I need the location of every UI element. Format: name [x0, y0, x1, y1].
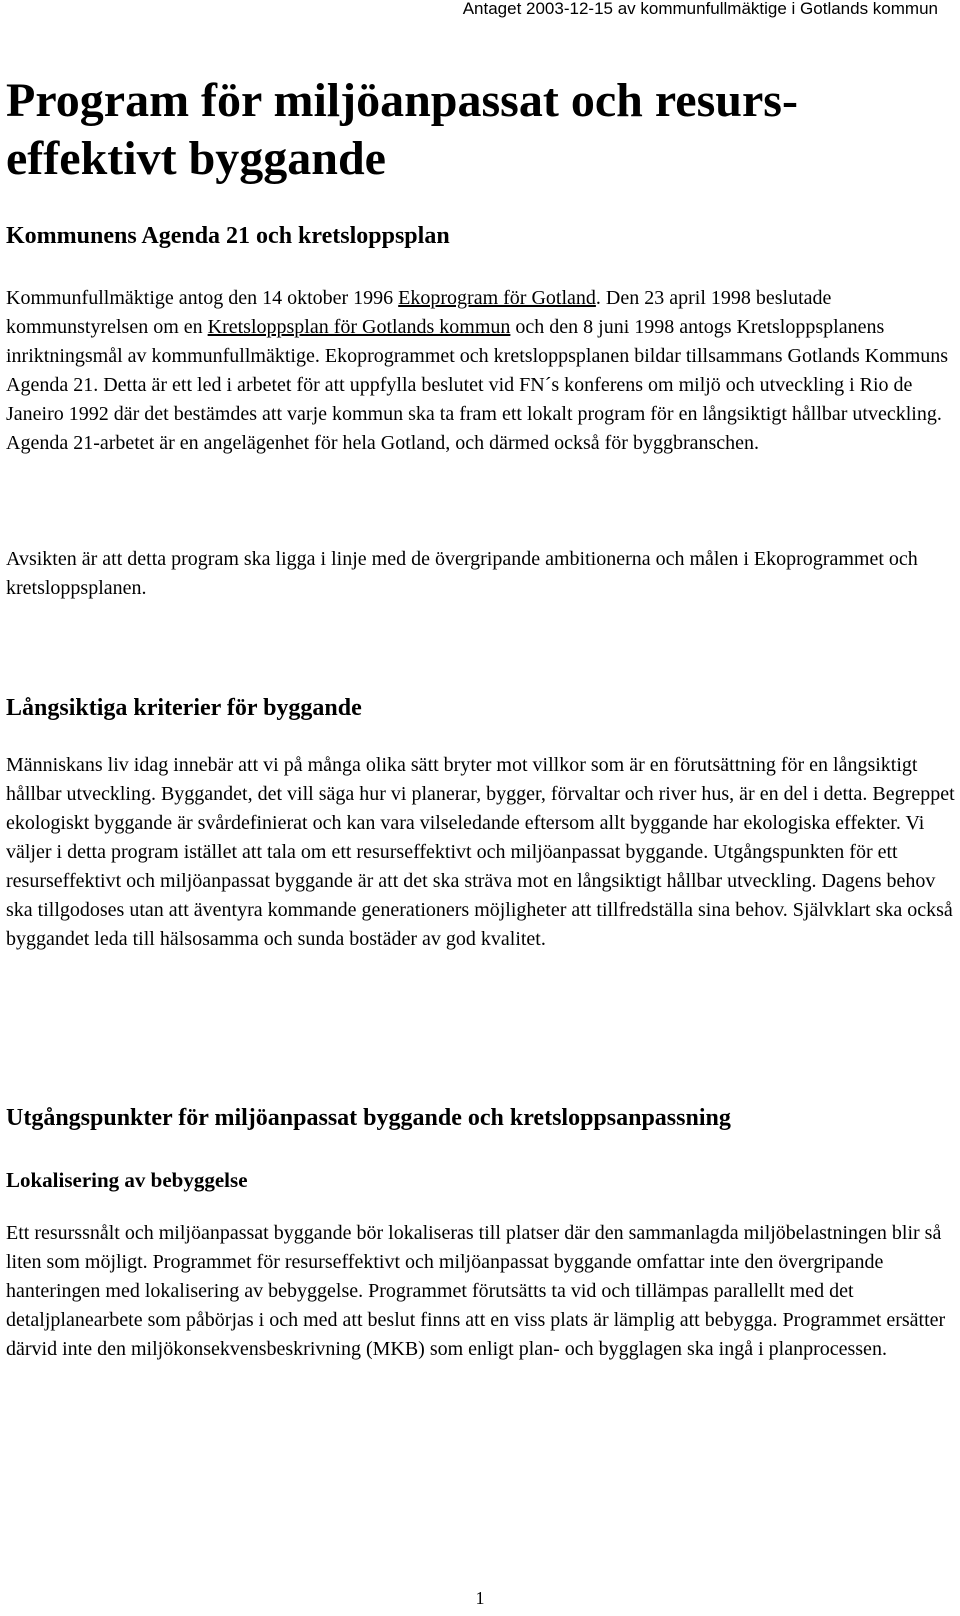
- section-heading-agenda: Kommunens Agenda 21 och kretsloppsplan: [6, 223, 450, 249]
- running-header: Antaget 2003-12-15 av kommunfullmäktige i Gotlands kommun: [462, 0, 938, 18]
- section-heading-criteria: Långsiktiga kriterier för byggande: [6, 695, 362, 721]
- document-title: [6, 72, 906, 188]
- section-heading-starting-points: Utgångspunkter för miljöanpassat byggande och kretsloppsanpassning: [6, 1105, 731, 1131]
- paragraph-text: och den 8 juni 1998 antogs Kretsloppsplanens inriktningsmål av kommunfullmäktige. Ekoprogrammet och kretsloppsplanen bildar tillsammans Gotlands Kommuns Agenda 21. Detta är ett led i arbetet för att uppfylla beslutet vid FN´s konferens om miljö och utveckling i Rio de Janeiro 1992 där det bestämdes att varje kommun ska ta fram ett lokalt program för en långsiktigt hållbar utveckling. Agenda 21-arbetet är en angelägenhet för hela Gotland, och därmed också för byggbranschen.: [6, 316, 949, 454]
- subsection-heading-localisation: Lokalisering av bebyggelse: [6, 1168, 248, 1192]
- paragraph-text: Kommunfullmäktige antog den 14 oktober 1996: [6, 287, 399, 309]
- page-number: 1: [475, 1588, 485, 1608]
- paragraph-localisation: Ett resurssnålt och miljöanpassat byggande bör lokaliseras till platser där den sammanlagda miljöbelastningen blir så liten som möjligt. Programmet för resurseffektivt och miljöanpassat byggande omfattar inte den övergripande hanteringen med lokalisering av bebyggelse. Programmet förutsätts ta vid och tillämpas parallellt med det detaljplanearbete som påbörjas i och med att beslut finns att en viss plats är lämplig att bebygga. Programmet ersätter därvid inte den miljökonsekvensbeskrivning (MKB) som enligt plan- och bygglagen ska ingå i planprocessen.: [6, 1222, 946, 1360]
- paragraph-criteria: Människans liv idag innebär att vi på många olika sätt bryter mot villkor som är en förutsättning för en långsiktigt hållbar utveckling. Byggandet, det vill säga hur vi planerar, bygger, förvaltar och river hus, är en del i detta. Begreppet ekologiskt byggande är svårdefinierat och kan vara vilseledande eftersom allt byggande har ekologiska effekter. Vi väljer i detta program istället att tala om ett resurseffektivt och miljöanpassat byggande. Utgångspunkten för ett resurseffektivt och miljöanpassat byggande är att det ska sträva mot en långsiktigt hållbar utveckling. Dagens behov ska tillgodoses utan att äventyra kommande generationers möjligheter att tillfredställa sina behov. Självklart ska också byggandet leda till hälsosamma och sunda bostäder av god kvalitet.: [6, 754, 955, 950]
- paragraph-text: . Den 23 april 1998 beslutade kommunstyrelsen om en: [6, 287, 832, 338]
- document-title-line-2: effektivt byggande: [6, 132, 386, 185]
- paragraph-agenda-purpose: Avsikten är att detta program ska ligga i linje med de övergripande ambitionerna och målen i Ekoprogrammet och kretsloppsplanen.: [6, 548, 918, 599]
- paragraph-agenda-intro: [6, 284, 956, 458]
- document-title-line-1: Program för miljöanpassat och resurs-: [6, 74, 798, 127]
- ekoprogram-link[interactable]: Ekoprogram för Gotland: [398, 287, 596, 309]
- kretsloppsplan-link[interactable]: Kretsloppsplan för Gotlands kommun: [207, 316, 511, 338]
